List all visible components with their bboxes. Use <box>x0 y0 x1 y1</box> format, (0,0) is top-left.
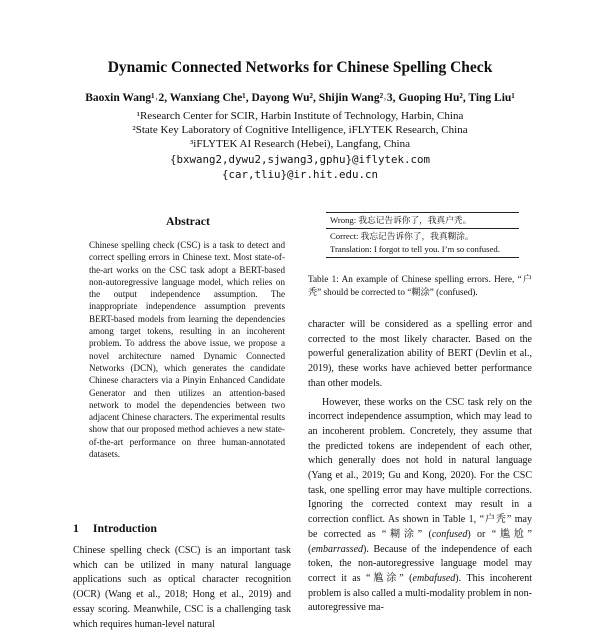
paragraph: character will be considered as a spelling error and corrected to the most likely character. Based on the powerful generalization ability of BERT (Devlin et al., 2019), these works have achieved better performance than other models. <box>308 319 532 389</box>
section-number: 1 <box>73 521 79 535</box>
section-heading-introduction <box>73 521 157 536</box>
paragraph: However, these works on the CSC task rely on the incorrect independence assumption, which may lead to an incoherent problem. Concretely, they assume that the predicted tokens are independent of each other, which generally does not hold in natural language (Yang et al., 2019; Gu and Kong, 2020). For the CSC task, one spelling error may have multiple corrections. Ignoring the corrected context may result in a correction conflict. As shown in Table 1, “户秃” may be corrected as “糊涂” (confused) or “尴尬” (embarrassed). Because of the independence of each token, the non-autoregressive language model may correct it as “尴涂” (embafused). This incoherent problem is also called a multi-modality problem in non-autoregressive ma- <box>308 396 532 614</box>
table-row-correct: Correct: 我忘记告诉你了，我真糊涂。 <box>330 231 474 241</box>
table-bottom-rule <box>326 257 519 258</box>
right-column-text <box>308 318 532 616</box>
email-line-1: {bxwang2,dywu2,sjwang3,gphu}@iflytek.com <box>169 153 430 166</box>
affiliation-2: ²State Key Laboratory of Cognitive Intelligence, iFLYTEK Research, China <box>132 124 468 136</box>
affiliation-1: ¹Research Center for SCIR, Harbin Institute of Technology, Harbin, China <box>136 110 464 122</box>
affiliation-3: ³iFLYTEK AI Research (Hebei), Langfang, China <box>190 138 410 150</box>
paper-title: Dynamic Connected Networks for Chinese Spelling Check <box>107 59 493 76</box>
table-caption: Table 1: An example of Chinese spelling errors. Here, “户秃” should be corrected to “糊涂” (confused). <box>308 274 532 297</box>
introduction-text: Chinese spelling check (CSC) is an important task which can be utilized in many natural language applications such as optical character recognition (OCR) (Wang et al., 2018; Hong et al., 2019) and essay scoring. Meanwhile, CSC is a challenging task which requires human-level natural <box>73 545 291 630</box>
section-title: Introduction <box>92 521 157 535</box>
example-table <box>326 212 519 258</box>
abstract-heading: Abstract <box>166 214 210 228</box>
table-row-wrong: Wrong: 我忘记告诉你了，我真户秃。 <box>330 215 472 225</box>
email-line-2: {car,tliu}@ir.hit.edu.cn <box>221 168 378 181</box>
abstract-text: Chinese spelling check (CSC) is a task to detect and correct spelling errors in Chinese text. Most state-of-the-art works on the CSC task adopt a BERT-based non-autoregressive language model, which relies on the output independence assumption. The inappropriate independence assumption prevents BERT-based models from learning the dependencies among target tokens, resulting in an incoherent problem. To address the above issue, we propose a novel architecture named Dynamic Connected Networks (DCN), which generates the candidate Chinese characters via a Pinyin Enhanced Candidate Generator and then utilizes an attention-based network to model the dependencies between two adjacent Chinese characters. The experimental results show that our proposed method achieves a new state-of-the-art performance on three human-annotated datasets. <box>89 240 285 460</box>
table-row-translation: Translation: I forgot to tell you. I’m so confused. <box>330 244 500 254</box>
author-list: Baoxin Wang¹˒2, Wanxiang Che¹, Dayong Wu², Shijin Wang²˒3, Guoping Hu², Ting Liu¹ <box>85 92 515 104</box>
